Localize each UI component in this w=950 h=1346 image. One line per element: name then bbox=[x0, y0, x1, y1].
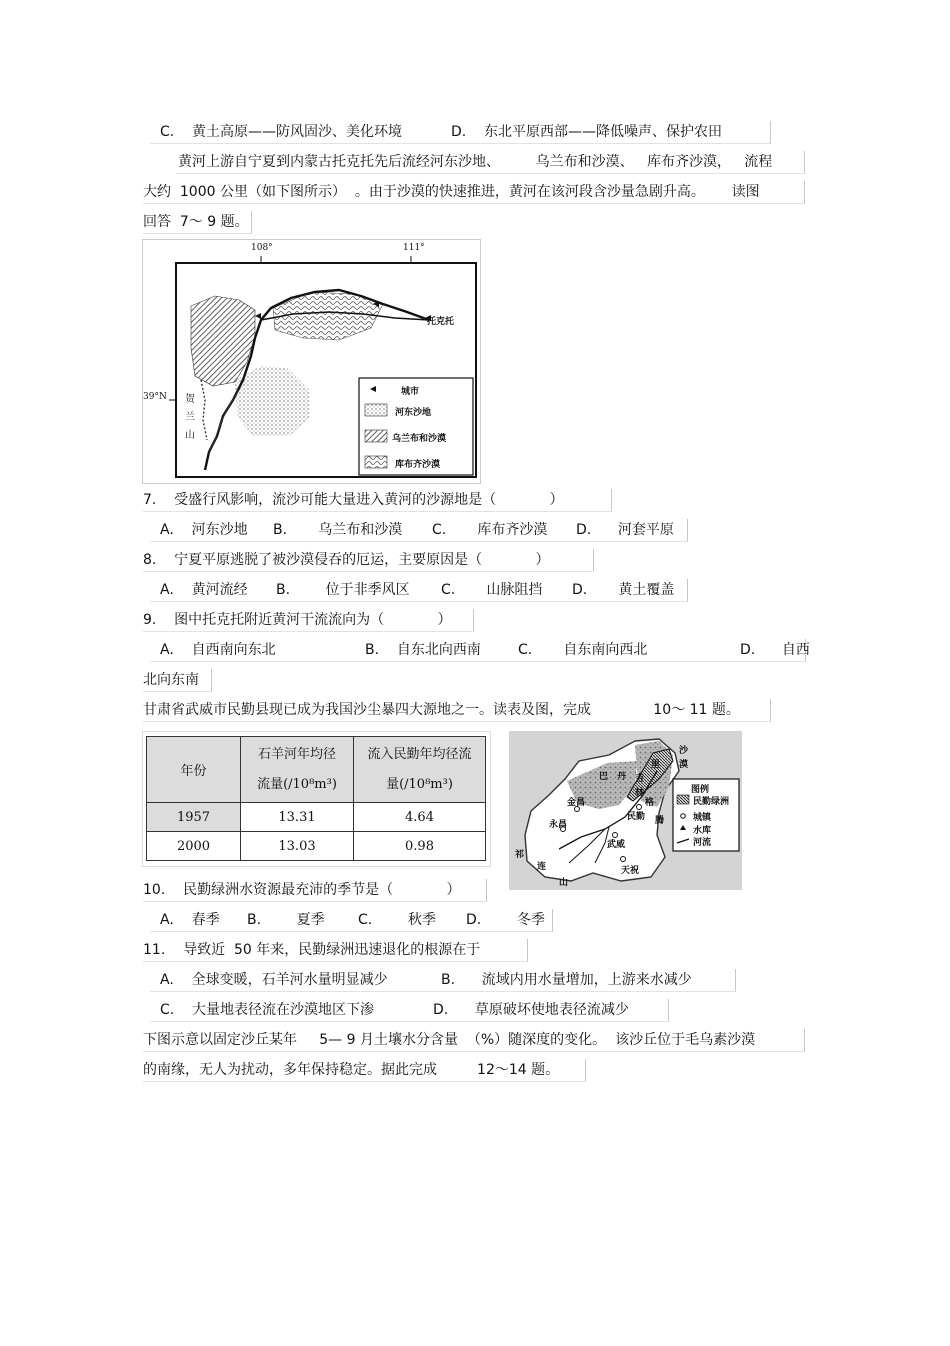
yellow-river-map bbox=[142, 239, 481, 484]
legend-title: 图例 bbox=[691, 785, 710, 795]
q11-option-d[interactable]: D. 草原破坏使地表径流减少 bbox=[433, 1002, 629, 1018]
desert-label-1: 沙 bbox=[679, 746, 689, 756]
badain-label-2: 丹 bbox=[617, 772, 627, 782]
q6-option-d: D. 东北平原西部——降低噪声、保护农田 bbox=[451, 124, 723, 140]
q11-option-a[interactable]: A. 全球变暖，石羊河水量明显减少 bbox=[160, 972, 388, 988]
helan-mountains bbox=[201, 380, 207, 440]
intro-7-9-line2: 大约 1000 公里（如下图所示） 。由于沙漠的快速推进，黄河在该河段含沙量急剧升高。 读图 bbox=[143, 184, 760, 200]
tengger-label-2: 格 bbox=[645, 798, 655, 808]
legend-oasis: 民勤绿洲 bbox=[693, 797, 730, 807]
place-yongchang: 永昌 bbox=[549, 820, 568, 830]
badain-label-4: 林 bbox=[635, 788, 645, 798]
q9-option-d-cont: 北向东南 bbox=[143, 672, 199, 688]
table-header-minqin-1: 流入民勤年均径流 bbox=[367, 746, 472, 762]
place-wuwei: 武威 bbox=[607, 840, 626, 850]
legend-kubuqi: 库布齐沙漠 bbox=[395, 460, 441, 470]
tengger-label-3: 里 bbox=[651, 760, 661, 770]
helan-label-3: 山 bbox=[185, 430, 195, 441]
minqin-oasis-map bbox=[509, 731, 742, 890]
q8-option-a[interactable]: A. 黄河流经 bbox=[160, 582, 248, 598]
helan-label-1: 贺 bbox=[185, 394, 195, 405]
q8-option-b[interactable]: B. 位于非季风区 bbox=[276, 582, 410, 598]
table-cell-year: 1957 bbox=[147, 803, 241, 832]
tuoketuo-label: 托克托 bbox=[427, 317, 455, 327]
intro-7-9-line3: 回答 7～ 9 题。 bbox=[143, 214, 249, 230]
table-cell-minqin: 4.64 bbox=[354, 803, 486, 832]
intro-7-9-line1: 黄河上游自宁夏到内蒙古托克托先后流经河东沙地、 乌兰布和沙漠、 库布齐沙漠， 流程 bbox=[178, 154, 773, 170]
qilian-label-2: 连 bbox=[537, 862, 547, 872]
q7-option-b[interactable]: B. 乌兰布和沙漠 bbox=[273, 522, 403, 538]
q7-option-a[interactable]: A. 河东沙地 bbox=[160, 522, 248, 538]
intro-12-14-line2: 的南缘，无人为扰动，多年保持稳定。据此完成 12～14 题。 bbox=[143, 1062, 560, 1078]
qilian-label-3: 山 bbox=[559, 878, 569, 888]
latitude-39-label: 39°N bbox=[143, 392, 167, 402]
table-header-minqin bbox=[354, 737, 486, 803]
legend-ulanbuh: 乌兰布和沙漠 bbox=[392, 434, 447, 444]
badain-label-3: 吉 bbox=[635, 774, 645, 784]
table-header-minqin-2: 量(/10⁸m³) bbox=[386, 776, 453, 792]
table-cell-minqin: 0.98 bbox=[354, 832, 486, 861]
q6-option-c: C. 黄土高原——防风固沙、美化环境 bbox=[160, 124, 403, 140]
table-row bbox=[147, 832, 486, 861]
legend-reservoir: 水库 bbox=[693, 826, 712, 836]
badain-label-1: 巴 bbox=[599, 772, 609, 782]
hedong-sandland-area bbox=[235, 366, 309, 436]
legend-town: 城镇 bbox=[693, 813, 712, 823]
q9-option-d[interactable]: D. 自西 bbox=[740, 642, 810, 658]
q8-stem: 8. 宁夏平原逃脱了被沙漠侵吞的厄运，主要原因是（ ） bbox=[143, 552, 550, 568]
table-cell-shiyang: 13.03 bbox=[241, 832, 354, 861]
q8-option-c[interactable]: C. 山脉阻挡 bbox=[441, 582, 543, 598]
q10-option-a[interactable]: A. 春季 bbox=[160, 912, 220, 928]
desert-label-2: 漠 bbox=[679, 760, 689, 770]
legend-city: 城市 bbox=[401, 387, 420, 397]
table-header-shiyang-1: 石羊河年均径 bbox=[257, 746, 336, 762]
q7-option-d[interactable]: D. 河套平原 bbox=[576, 522, 674, 538]
legend-hedong: 河东沙地 bbox=[395, 408, 432, 418]
q7-stem: 7. 受盛行风影响，流沙可能大量进入黄河的沙源地是（ ） bbox=[143, 492, 564, 508]
q11-option-c[interactable]: C. 大量地表径流在沙漠地区下渗 bbox=[160, 1002, 375, 1018]
table-header-year: 年份 bbox=[147, 737, 241, 803]
table-row bbox=[147, 803, 486, 832]
table-header-shiyang bbox=[241, 737, 354, 803]
place-minqin: 民勤 bbox=[627, 812, 646, 822]
table-cell-year: 2000 bbox=[147, 832, 241, 861]
intro-10-11: 甘肃省武威市民勤县现已成为我国沙尘暴四大源地之一。读表及图，完成 10～ 11 题。 bbox=[143, 702, 740, 718]
helan-label-2: 兰 bbox=[185, 412, 195, 423]
q9-stem: 9. 图中托克托附近黄河干流流向为（ ） bbox=[143, 612, 452, 628]
q11-stem: 11. 导致近 50 年来，民勤绿洲迅速退化的根源在于 bbox=[143, 942, 481, 958]
q10-stem: 10. 民勤绿洲水资源最充沛的季节是（ ） bbox=[143, 882, 461, 898]
qilian-label-1: 祁 bbox=[515, 850, 525, 860]
q7-option-c[interactable]: C. 库布齐沙漠 bbox=[432, 522, 548, 538]
runoff-table bbox=[146, 736, 486, 861]
q9-option-b[interactable]: B. 自东北向西南 bbox=[365, 642, 481, 658]
legend-river: 河流 bbox=[693, 838, 712, 848]
q10-option-b[interactable]: B. 夏季 bbox=[247, 912, 325, 928]
longitude-108-label: 108° bbox=[251, 243, 273, 253]
tengger-label-1: 腾 bbox=[655, 816, 665, 826]
q9-option-c[interactable]: C. 自东南向西北 bbox=[518, 642, 648, 658]
place-jinchang: 金昌 bbox=[567, 798, 586, 808]
q10-option-c[interactable]: C. 秋季 bbox=[358, 912, 436, 928]
q10-option-d[interactable]: D. 冬季 bbox=[466, 912, 545, 928]
q9-option-a[interactable]: A. 自西南向东北 bbox=[160, 642, 276, 658]
table-header-shiyang-2: 流量(/10⁸m³) bbox=[257, 776, 337, 792]
place-tianzhu: 天祝 bbox=[621, 866, 640, 876]
table-cell-shiyang: 13.31 bbox=[241, 803, 354, 832]
longitude-111-label: 111° bbox=[403, 243, 425, 253]
intro-12-14-line1: 下图示意以固定沙丘某年 5— 9 月土壤水分含量 （%）随深度的变化。 该沙丘位于毛乌素沙漠 bbox=[143, 1032, 756, 1048]
q8-option-d[interactable]: D. 黄土覆盖 bbox=[572, 582, 675, 598]
q11-option-b[interactable]: B. 流域内用水量增加，上游来水减少 bbox=[441, 972, 692, 988]
